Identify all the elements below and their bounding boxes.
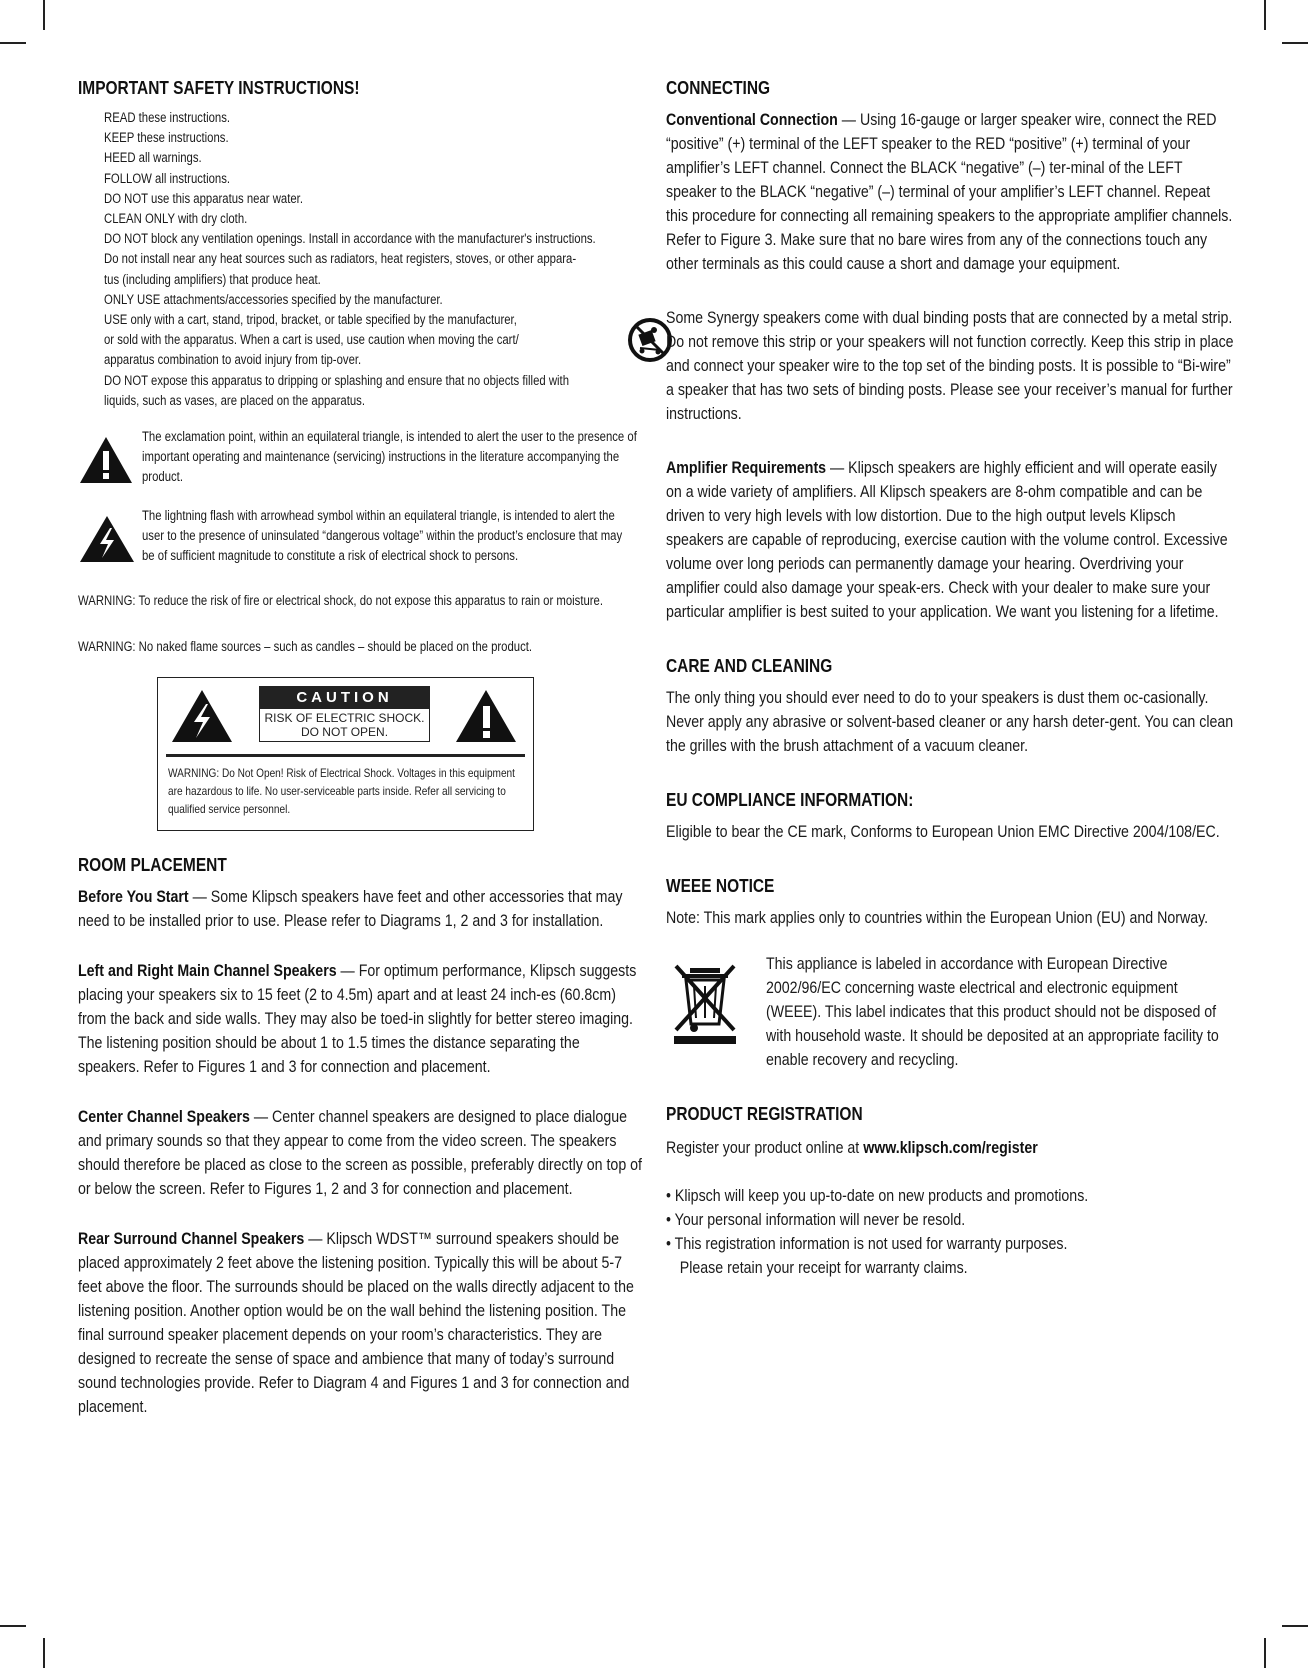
lightning-triangle-icon [78,506,142,569]
safety-item: READ these instructions. [104,110,231,125]
before-you-start [78,885,644,933]
registration-bullet-cont: Please retain your receipt for warranty claims. [679,1259,968,1277]
lightning-triangle-icon [170,688,234,749]
safety-item: Do not install near any heat sources such as radiators, heat registers, stoves, or other appara- [104,251,577,267]
registration-heading: PRODUCT REGISTRATION [666,1104,863,1124]
conv-title: Conventional Connection [666,111,838,129]
weee-text: This appliance is labeled in accordance with European Directive 2002/96/EC concerning waste electrical and electronic equipment (WEEE). This label indicates that this product should not be disposed of with household waste. It should be deposited at an appropriate facility to enable recovery and recycling. [766,955,1219,1069]
amplifier-requirements [666,456,1234,624]
eu-heading: EU COMPLIANCE INFORMATION: [666,790,914,810]
before-title: Before You Start [78,888,189,907]
main-channel [78,959,644,1079]
caution-warning-text: WARNING: Do Not Open! Risk of Electrical Shock. Voltages in this equipment are hazardous to life. No user-serviceable parts inside. Refer all servicing to qualified service personnel. [168,766,515,817]
rear-title: Rear Surround Channel Speakers [78,1230,305,1249]
caution-divider [166,754,525,757]
eu-text: Eligible to bear the CE mark, Conforms to European Union EMC Directive 2004/108/EC. [666,823,1220,841]
warning-flame: WARNING: No naked flame sources – such as candles – should be placed on the product. [78,639,533,655]
exclamation-notice [78,427,644,490]
safety-item: DO NOT block any ventilation openings. Install in accordance with the manufacturer's instructions. [104,231,596,247]
caution-label [157,677,534,831]
exclamation-text: The exclamation point, within an equilateral triangle, is intended to alert the user to the presence of important operating and maintenance (servicing) instructions in the literature accompanying the product. [142,429,637,485]
center-channel [78,1105,644,1201]
conv-text: — Using 16-gauge or larger speaker wire, connect the RED “positive” (+) terminal of the LEFT speaker to the RED “positive” (+) terminal of your amplifier’s LEFT channel. Connect the BLACK “negative” (–) ter-minal of the LEFT speaker to the BLACK “negative” (–) terminal of your amplifier’s LEFT channel. Repeat this procedure for connecting all remaining speakers to the appropriate amplifier channels. Refer to Figure 3. Make sure that no bare wires from any of the connections touch any other terminals as this could cause a short and damage your equipment. [666,111,1233,273]
room-heading: ROOM PLACEMENT [78,855,227,876]
cart-warning [104,310,670,371]
rear-channel [78,1227,644,1419]
exposure-line: liquids, such as vases, are placed on the apparatus. [104,392,365,408]
center-title: Center Channel Speakers [78,1108,250,1127]
crop-mark [1282,1625,1308,1627]
weee-note: Note: This mark applies only to countries within the European Union (EU) and Norway. [666,909,1209,927]
caution-title: CAUTION [260,687,429,709]
safety-item: tus (including amplifiers) that produce heat. [104,271,321,287]
registration-bullets [666,1184,1234,1280]
crop-mark [1264,0,1266,30]
safety-item: FOLLOW all instructions. [104,170,231,186]
weee-bin-icon [666,952,766,1072]
registration-link[interactable]: www.klipsch.com/register [863,1139,1038,1157]
crop-mark [1282,42,1308,44]
main-text: — For optimum performance, Klipsch suggests placing your speakers six to 15 feet (2 to 4.5m) apart and at least 24 inch-es (60.8cm) from the back and side walls. They may also be toed-in slightly for better stereo imaging. The listening position should be about 1 to 1.5 times the distance separating the speakers. Refer to Figures 1 and 3 for connection and placement. [78,962,637,1077]
exclamation-triangle-icon [78,427,142,490]
synergy-text: Some Synergy speakers come with dual binding posts that are connected by a metal strip. Do not remove this strip or your speakers will not function correctly. Keep this strip in place and connect your speaker wire to the top set of the binding posts. It is possible to “Bi-wire” a speaker that has two sets of binding posts. Please see your receiver’s manual for further instructions. [666,309,1234,423]
rear-text: — Klipsch WDST™ surround speakers should be placed approximately 2 feet above the listening position. Typically this will be about 5-7 feet above the floor. The surrounds should be placed on the walls directly adjacent to the listening position. Another option would be on the wall behind the listening position. The final surround speaker placement depends on your room’s characteristics. They are designed to recreate the sense of space and ambience that many of today’s surround sound technologies provide. Refer to Diagram 4 and Figures 1 and 3 for connection and placement. [78,1230,634,1417]
safety-item: HEED all warnings. [104,150,202,166]
safety-item: ONLY USE attachments/accessories specified by the manufacturer. [104,291,443,307]
left-column [78,72,644,1419]
registration-bullet: • This registration information is not used for warranty purposes. [666,1235,1068,1253]
crop-mark [43,0,45,30]
amp-title: Amplifier Requirements [666,459,827,477]
safety-item: CLEAN ONLY with dry cloth. [104,211,248,227]
caution-inner-label [259,686,430,742]
caution-sub: RISK OF ELECTRIC SHOCK. [264,711,425,726]
exclamation-triangle-icon [454,688,518,749]
main-title: Left and Right Main Channel Speakers [78,962,337,981]
warning-moisture: WARNING: To reduce the risk of fire or electrical shock, do not expose this apparatus to rain or moisture. [78,593,604,609]
cart-line: or sold with the apparatus. When a cart is used, use caution when moving the cart/ [104,332,519,348]
care-heading: CARE AND CLEANING [666,656,833,676]
center-text: — Center channel speakers are designed to place dialogue and primary sounds so that they appear to come from the video screen. The speakers should therefore be placed as close to the screen as possible, preferably directly on top of or below the screen. Refer to Figures 1, 2 and 3 for connection and placement. [78,1108,642,1199]
lightning-text: The lightning flash with arrowhead symbol within an equilateral triangle, is intended to alert the user to the presence of uninsulated “dangerous voltage” within the product’s enclosure that may be of sufficient magnitude to constitute a risk of electrical shock to persons. [142,508,623,564]
safety-list [104,108,670,411]
crop-mark [0,1625,26,1627]
registration-intro [666,1136,1234,1160]
registration-bullet: • Your personal information will never be resold. [666,1211,966,1229]
right-column [666,72,1234,1280]
cart-line: apparatus combination to avoid injury from tip-over. [104,352,362,368]
lightning-notice [78,506,644,569]
crop-mark [43,1638,45,1668]
exposure-line: DO NOT expose this apparatus to dripping or splashing and ensure that no objects filled with [104,372,570,388]
amp-text: — Klipsch speakers are highly efficient and will operate easily on a wide variety of amplifiers. All Klipsch speakers are 8-ohm compatible and can be driven to very high levels with low distortion. Due to the high output levels Klipsch speakers are capable of reproducing, exercise caution with the volume control. Excessive volume over long periods can permanently damage your hearing. Overdriving your amplifier could also damage your speak-ers. Check with your dealer to make sure your particular amplifier is best suited to your application. We want you listening for a lifetime. [666,459,1228,621]
conventional-connection [666,108,1234,276]
before-text: — Some Klipsch speakers have feet and other accessories that may need to be installed prior to use. Please refer to Diagrams 1, 2 and 3 for installation. [78,888,623,931]
crop-mark [0,42,26,44]
care-text: The only thing you should ever need to do to your speakers is dust them oc-casionally. Never apply any abrasive or solvent-based cleaner or any harsh deter-gent. You can clean the grilles with the brush attachment of a vacuum cleaner. [666,689,1234,755]
safety-item: DO NOT use this apparatus near water. [104,190,303,206]
registration-intro-text: Register your product online at [666,1139,864,1157]
crop-mark [1264,1638,1266,1668]
caution-sub: DO NOT OPEN. [300,725,389,740]
cart-line: USE only with a cart, stand, tripod, bracket, or table specified by the manufacturer, [104,312,517,328]
safety-item: KEEP these instructions. [104,130,229,146]
safety-heading: IMPORTANT SAFETY INSTRUCTIONS! [78,78,360,98]
connecting-heading: CONNECTING [666,78,771,98]
weee-notice [666,952,1234,1072]
weee-heading: WEEE NOTICE [666,876,775,896]
registration-bullet: • Klipsch will keep you up-to-date on new products and promotions. [666,1187,1089,1205]
